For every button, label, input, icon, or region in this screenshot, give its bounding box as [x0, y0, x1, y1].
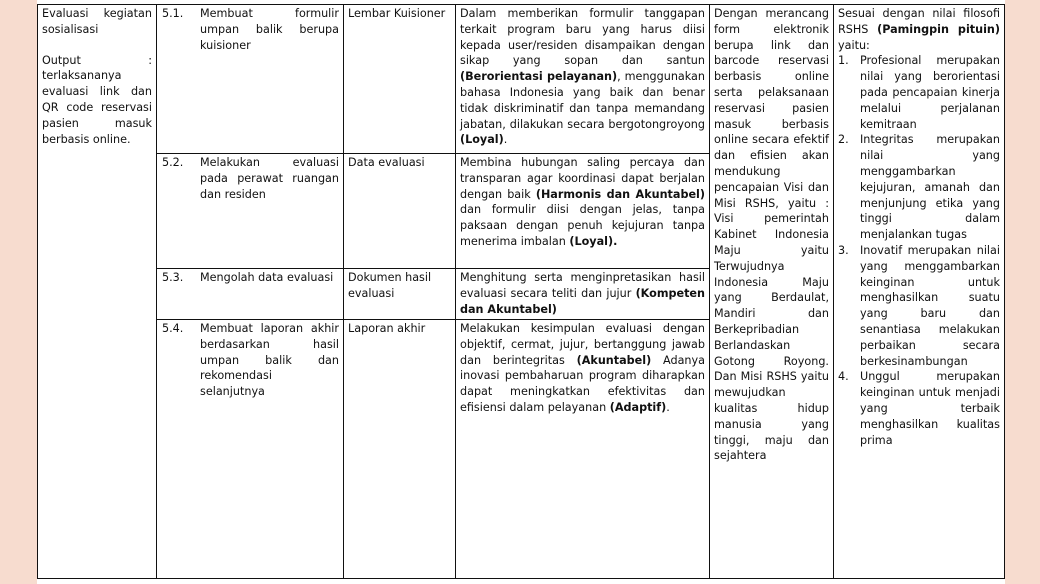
description-cell [456, 154, 710, 269]
list-item [838, 243, 1000, 369]
kegiatan-cell [38, 5, 157, 579]
description-bold: (Akuntabel) [576, 353, 652, 367]
list-text: Integritas merupakan nilai yang menggambarkan kejujuran, amanah dan menjunjung etika yang tinggi dalam menjalankan tugas [860, 133, 1000, 242]
list-item [838, 53, 1000, 132]
description-text: Melakukan kesimpulan evaluasi dengan objektif, cermat, jujur, bertanggung jawab dan berintegritas [460, 322, 705, 367]
table-row [38, 5, 1005, 154]
document-page [37, 0, 1005, 584]
description-bold: (Harmonis dan Akuntabel) [535, 187, 705, 201]
nilai-intro-post: yaitu: [838, 38, 870, 52]
description-bold: (Berorientasi pelayanan) [460, 70, 618, 84]
visi-misi-cell: Dengan merancang form elektronik berupa link dan barcode reservasi berbasis online serta pelaksanaan reservasi pasien masuk berbasis online secara efektif dan efisien akan mendukung pencapaian Visi dan Misi RSHS, yaitu : Visi pemerintah Kabinet Indonesia Maju yaitu Terwujudnya Indonesia Maju yang Berdaulat, Mandiri dan Berkepribadian Berlandaskan Gotong Royong. Dan Misi RSHS yaitu mewujudkan kualitas hidup manusia yang tinggi, maju dan sejahtera [710, 5, 834, 579]
list-number: 2. [838, 133, 849, 147]
nilai-cell [834, 5, 1005, 579]
description-bold: (Kompeten dan Akuntabel) [460, 286, 705, 316]
activity-cell [157, 320, 344, 579]
description-cell [456, 269, 710, 320]
nilai-intro-pre: Sesuai dengan nilai filosofi RSHS [838, 7, 1000, 36]
output-cell: Laporan akhir [344, 320, 456, 579]
activity-number: 5.3. [162, 271, 184, 284]
description-text: Membina hubungan saling percaya dan transparan agar koordinasi dapat berjalan dengan baik [460, 156, 705, 201]
list-item [838, 369, 1000, 448]
activity-cell [157, 154, 344, 269]
activity-text: Membuat formulir umpan balik berupa kuisioner [200, 7, 339, 52]
description-text: Menghitung serta menginpretasikan hasil evaluasi secara teliti dan jujur [460, 271, 705, 300]
list-text: Inovatif merupakan nilai yang menggambarkan keinginan untuk menghasilkan suatu yang baru dan senantiasa melakukan perbaikan secara berkesinambungan [860, 243, 1000, 368]
description-bold: (Adaptif) [609, 400, 667, 414]
description-text: Adanya inovasi pembaharuan program diharapkan dapat meningkatkan efektivitas dan efisiensi dalam pelayanan [460, 353, 705, 414]
description-cell [456, 5, 710, 154]
list-number: 1. [838, 54, 849, 68]
description-text: , menggunakan bahasa Indonesia yang baik dan benar tidak diskriminatif dan tanpa memandang jabatan, dilakukan secara bergotongroyong [460, 70, 705, 131]
nilai-intro-bold: (Pamingpin pituin) [877, 22, 1000, 36]
output-text: terlaksananya evaluasi link dan QR code reservasi pasien masuk berbasis online. [42, 69, 152, 146]
list-item [838, 132, 1000, 243]
list-number: 3. [838, 243, 849, 257]
output-cell: Data evaluasi [344, 154, 456, 269]
description-text: . [503, 133, 508, 147]
kegiatan-title: Evaluasi kegiatan sosialisasi [42, 7, 152, 36]
output-label: Output : [42, 53, 152, 67]
activity-table [37, 4, 1005, 579]
list-number: 4. [838, 370, 849, 384]
description-text: dan formulir diisi dengan jelas, tanpa paksaan dengan penuh kejujuran tanpa menerima imbalan [460, 203, 705, 248]
activity-cell [157, 269, 344, 320]
description-bold: (Loyal) [460, 133, 504, 147]
description-bold: (Loyal). [569, 234, 618, 248]
activity-cell [157, 5, 344, 154]
nilai-intro [838, 6, 1000, 53]
list-text: Unggul merupakan keinginan untuk menjadi yang terbaik menghasilkan kualitas prima [860, 370, 1000, 447]
description-text: . [666, 400, 670, 414]
output-cell: Lembar Kuisioner [344, 5, 456, 154]
nilai-list [838, 53, 1000, 448]
list-text: Profesional merupakan nilai yang berorientasi pada pencapaian kinerja melalui perjalanan kemitraan [860, 54, 1000, 131]
activity-text: Melakukan evaluasi pada perawat ruangan dan residen [200, 156, 339, 201]
output-cell: Dokumen hasil evaluasi [344, 269, 456, 320]
description-text: Dalam memberikan formulir tanggapan terkait program baru yang harus diisi kepada user/residen disampaikan dengan sikap yang sopan dan santun [460, 7, 705, 68]
activity-number: 5.1. [162, 7, 184, 20]
description-cell [456, 320, 710, 579]
activity-text: Membuat laporan akhir berdasarkan hasil umpan balik dan rekomendasi selanjutnya [200, 322, 339, 399]
activity-number: 5.2. [162, 156, 184, 169]
activity-number: 5.4. [162, 322, 184, 335]
activity-text: Mengolah data evaluasi [200, 271, 334, 284]
